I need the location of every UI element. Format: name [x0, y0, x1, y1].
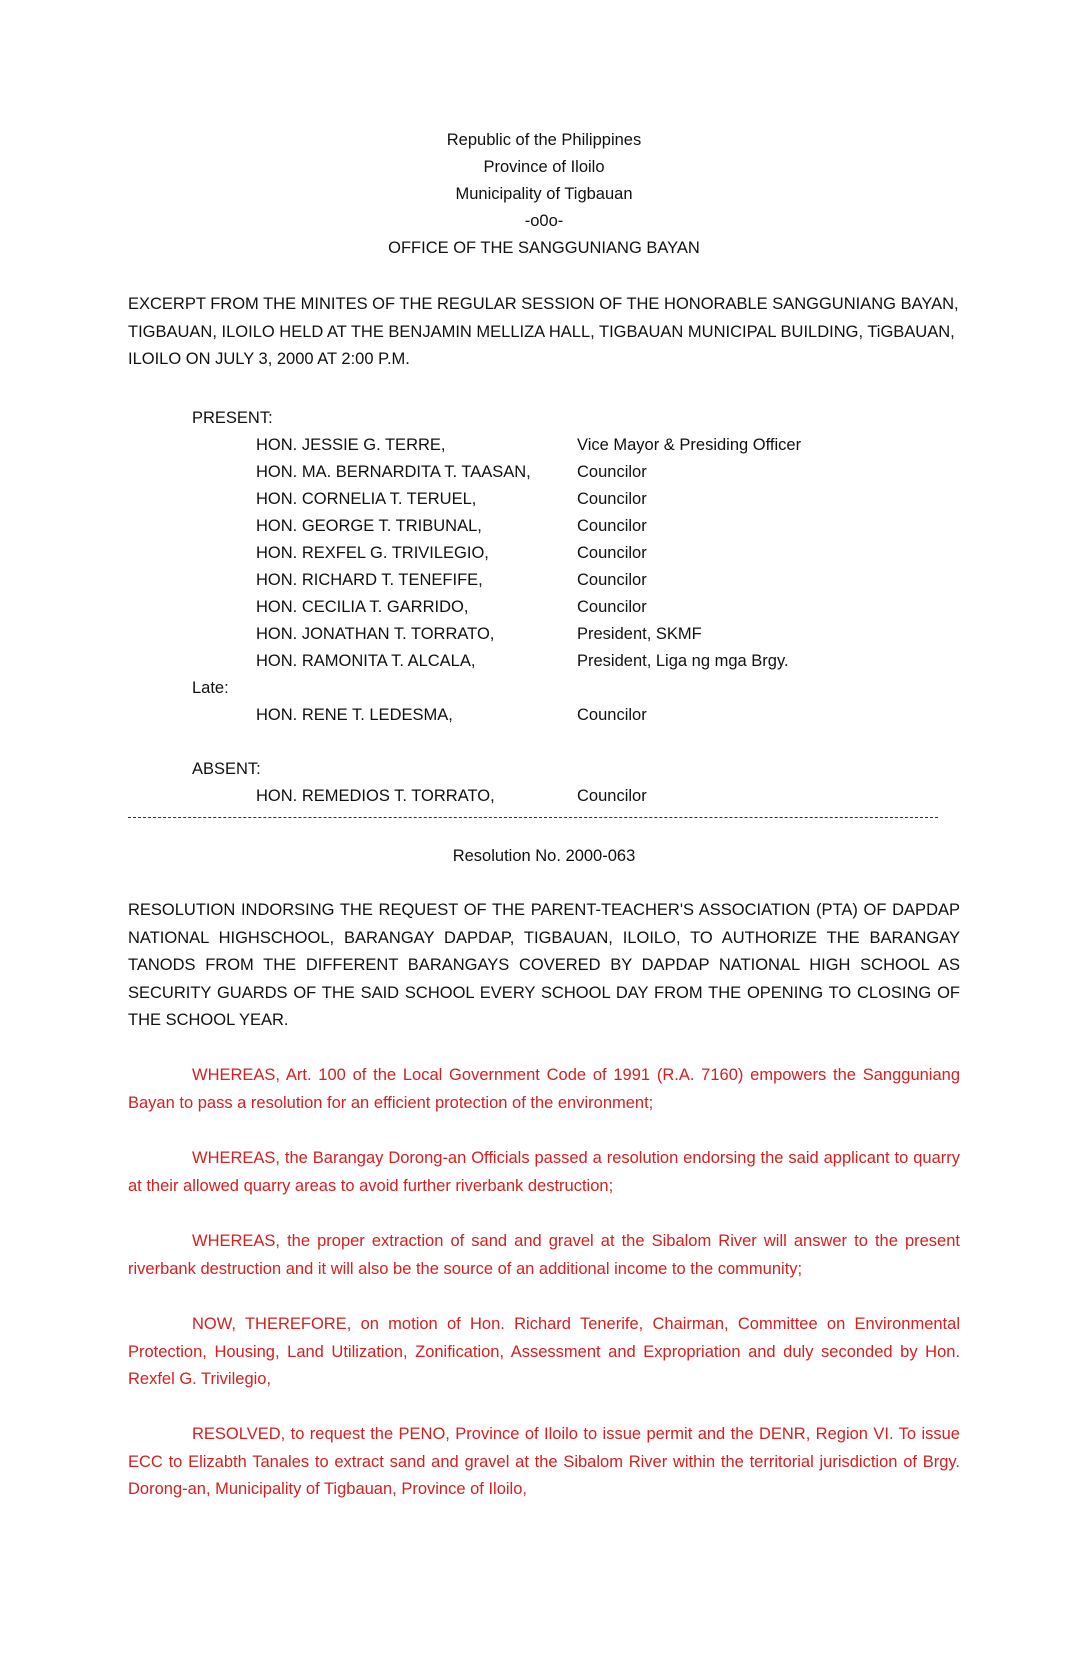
header-ornament: -o0o-: [524, 212, 564, 230]
header-province: Province of Iloilo: [483, 158, 605, 176]
present-member-name: HON. REXFEL G. TRIVILEGIO,: [256, 544, 489, 562]
present-member-position: Councilor: [577, 517, 647, 535]
present-member-position: Councilor: [577, 490, 647, 508]
present-label: PRESENT:: [192, 409, 273, 427]
whereas-clause-3: WHEREAS, the proper extraction of sand and gravel at the Sibalom River will answer to the present riverbank destruction and it will also be the source of an additional income to the community;: [128, 1232, 960, 1278]
present-member-name: HON. JONATHAN T. TORRATO,: [256, 625, 495, 643]
resolution-number: Resolution No. 2000-063: [452, 847, 636, 865]
present-member-position: President, Liga ng mga Brgy.: [577, 652, 789, 670]
dashed-separator: [128, 817, 938, 818]
late-member-position: Councilor: [577, 706, 647, 724]
present-member-name: HON. JESSIE G. TERRE,: [256, 436, 446, 454]
absent-member-position: Councilor: [577, 787, 647, 805]
present-member-name: HON. RAMONITA T. ALCALA,: [256, 652, 476, 670]
present-member-name: HON. MA. BERNARDITA T. TAASAN,: [256, 463, 531, 481]
present-member-position: Councilor: [577, 571, 647, 589]
header-municipality: Municipality of Tigbauan: [455, 185, 633, 203]
resolution-title: RESOLUTION INDORSING THE REQUEST OF THE PARENT-TEACHER'S ASSOCIATION (PTA) OF DAPDAP NATIONAL HIGHSCHOOL, BARANGAY DAPDAP, TIGBAUAN, ILOILO, TO AUTHORIZE THE BARANGAY TANODS FROM THE DIFFERENT BARANGAYS COVERED BY DAPDAP NATIONAL HIGH SCHOOL AS SECURITY GUARDS OF THE SAID SCHOOL EVERY SCHOOL DAY FROM THE OPENING TO CLOSING OF THE SCHOOL YEAR.: [128, 901, 960, 1029]
present-member-position: Councilor: [577, 544, 647, 562]
present-member-position: Vice Mayor & Presiding Officer: [577, 436, 802, 454]
absent-member-name: HON. REMEDIOS T. TORRATO,: [256, 787, 495, 805]
late-member-name: HON. RENE T. LEDESMA,: [256, 706, 453, 724]
present-member-name: HON. RICHARD T. TENEFIFE,: [256, 571, 483, 589]
whereas-clause-2: WHEREAS, the Barangay Dorong-an Officials passed a resolution endorsing the said applicant to quarry at their allowed quarry areas to avoid further riverbank destruction;: [128, 1149, 960, 1195]
present-member-position: President, SKMF: [577, 625, 702, 643]
minutes-excerpt: EXCERPT FROM THE MINITES OF THE REGULAR SESSION OF THE HONORABLE SANGGUNIANG BAYAN, TIGBAUAN, ILOILO HELD AT THE BENJAMIN MELLIZA HALL, TIGBAUAN MUNICIPAL BUILDING, TiGBAUAN, ILOILO ON JULY 3, 2000 AT 2:00 P.M.: [128, 295, 959, 368]
present-member-position: Councilor: [577, 598, 647, 616]
present-member-name: HON. CORNELIA T. TERUEL,: [256, 490, 477, 508]
header-republic: Republic of the Philippines: [446, 131, 642, 149]
whereas-clause-1: WHEREAS, Art. 100 of the Local Government Code of 1991 (R.A. 7160) empowers the Sangguniang Bayan to pass a resolution for an efficient protection of the environment;: [128, 1066, 960, 1112]
resolved-clause: RESOLVED, to request the PENO, Province of Iloilo to issue permit and the DENR, Region VI. To issue ECC to Elizabth Tanales to extract sand and gravel at the Sibalom River within the territorial jurisdiction of Brgy. Dorong-an, Municipality of Tigbauan, Province of Iloilo,: [128, 1425, 960, 1498]
present-member-position: Councilor: [577, 463, 647, 481]
header-office: OFFICE OF THE SANGGUNIANG BAYAN: [388, 239, 700, 257]
absent-label: ABSENT:: [192, 760, 261, 778]
present-member-name: HON. CECILIA T. GARRIDO,: [256, 598, 469, 616]
present-member-name: HON. GEORGE T. TRIBUNAL,: [256, 517, 482, 535]
late-label: Late:: [192, 679, 229, 697]
now-therefore-clause: NOW, THEREFORE, on motion of Hon. Richard Tenerife, Chairman, Committee on Environmental Protection, Housing, Land Utilization, Zonification, Assessment and Expropriation and duly seconded by Hon. Rexfel G. Trivilegio,: [128, 1315, 960, 1388]
